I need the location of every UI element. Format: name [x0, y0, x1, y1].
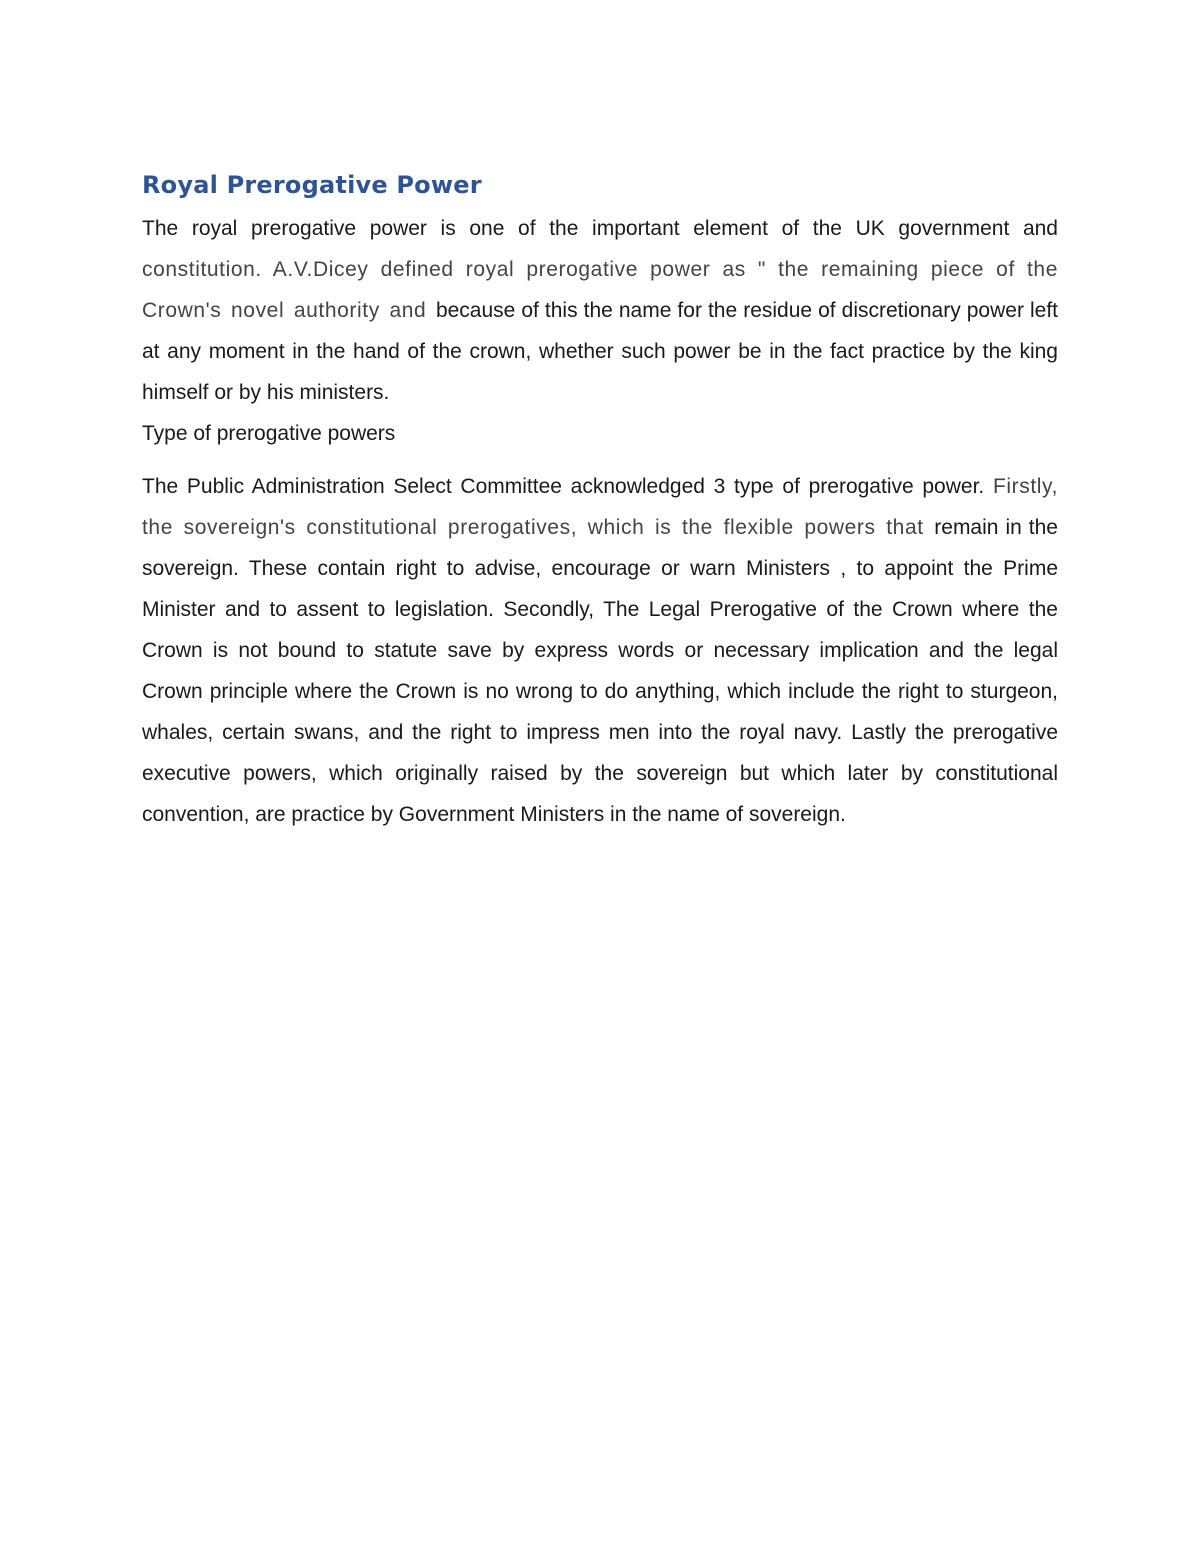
paragraph-types-part1: The Public Administration Select Committee acknowledged 3 type of prerogative power. — [142, 475, 993, 498]
paragraph-definition-part1: The royal prerogative power is one of the important element of the UK government and — [142, 217, 1058, 240]
paragraph-types — [142, 466, 1058, 835]
document-body — [142, 168, 1058, 835]
paragraph-types-part3: remain in the sovereign. These contain right to advise, encourage or warn Ministers , to appoint the Prime Minister and to assent to legislation. Secondly, The Legal Prerogative of the Crown where the Crown is not bound to statute save by express words or necessary implication and the legal Crown principle where the Crown is no wrong to do anything, which include the right to sturgeon, whales, certain swans, and the right to impress men into the royal navy. Lastly the prerogative executive powers, which originally raised by the sovereign but which later by constitutional convention, are practice by Government Ministers in the name of sovereign. — [142, 516, 1058, 826]
paragraph-types-part2: Firstly, the sovereign's constitutional prerogatives, which is the flexible powers that — [142, 475, 1058, 539]
section-subheading: Type of prerogative powers — [142, 422, 396, 445]
paragraph-definition — [142, 208, 1058, 413]
document-heading: Royal Prerogative Power — [142, 171, 482, 199]
paragraph-definition-part3: because of this the name for the residue of discretionary power left at any moment in the hand of the crown, whether such power be in the fact practice by the king himself or by his ministers. — [142, 299, 1058, 404]
paragraph-definition-part2: constitution. A.V.Dicey defined royal prerogative power as " the remaining piece of the Crown's novel authority and — [142, 258, 1058, 322]
